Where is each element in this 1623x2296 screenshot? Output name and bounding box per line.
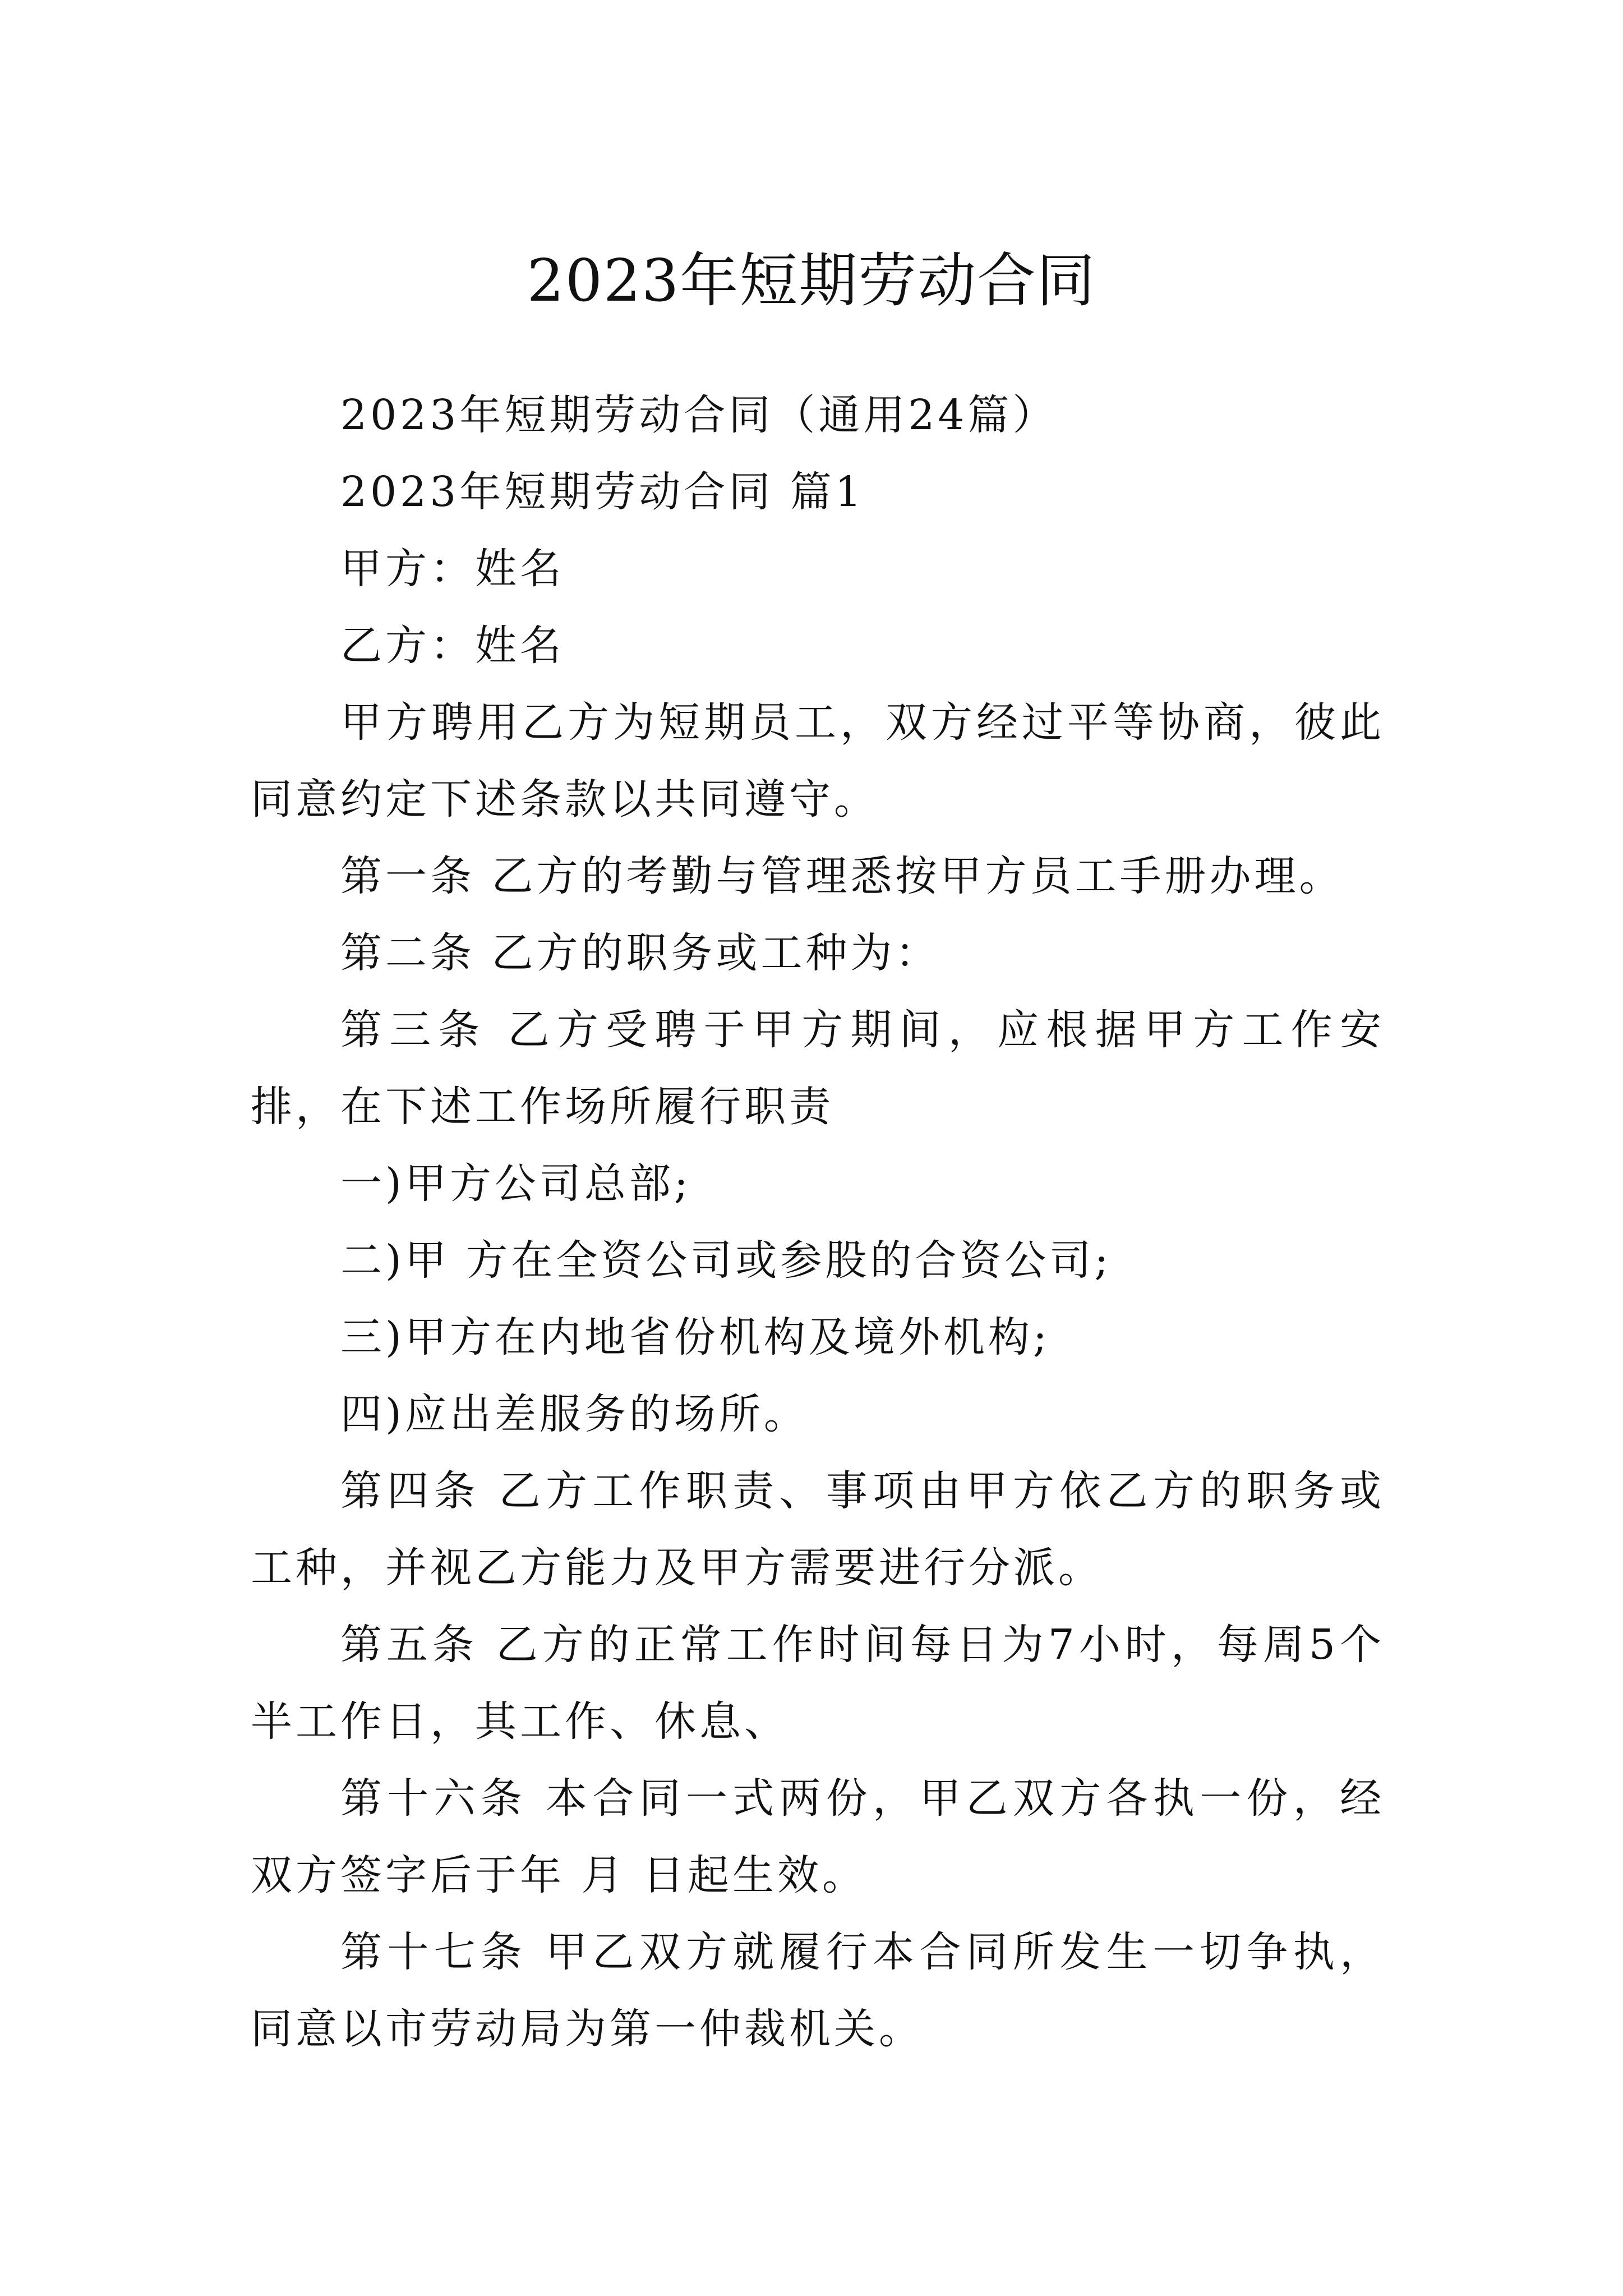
article-17: 第十七条 甲乙双方就履行本合同所发生一切争执，同意以市劳动局为第一仲裁机关。 — [251, 1928, 1385, 2053]
article-3-item-3: 三)甲方在内地省份机构及境外机构; — [340, 1313, 1050, 1361]
article-3-item-4: 四)应出差服务的场所。 — [340, 1390, 809, 1438]
article-3-item-2: 二)甲 方在全资公司或参股的合资公司; — [340, 1236, 1112, 1285]
section-heading: 2023年短期劳动合同 篇1 — [340, 468, 865, 516]
article-3: 第三条 乙方受聘于甲方期间，应根据甲方工作安排，在下述工作场所履行职责 — [251, 1006, 1385, 1131]
article-4: 第四条 乙方工作职责、事项由甲方依乙方的职务或工种，并视乙方能力及甲方需要进行分派。 — [251, 1467, 1385, 1592]
article-5: 第五条 乙方的正常工作时间每日为7小时，每周5个半工作日，其工作、休息、 — [251, 1621, 1385, 1746]
document-title: 2023年短期劳动合同 — [527, 246, 1096, 315]
party-a-line: 甲方：姓名 — [340, 545, 565, 593]
preamble-paragraph: 甲方聘用乙方为短期员工，双方经过平等协商，彼此同意约定下述条款以共同遵守。 — [251, 698, 1385, 823]
subtitle-paragraph: 2023年短期劳动合同（通用24篇） — [340, 391, 1058, 439]
article-16: 第十六条 本合同一式两份，甲乙双方各执一份，经双方签字后于年 月 日起生效。 — [251, 1774, 1385, 1899]
document-body — [251, 377, 1385, 2068]
party-b-line: 乙方：姓名 — [340, 622, 565, 670]
article-2: 第二条 乙方的职务或工种为： — [340, 929, 940, 977]
article-1: 第一条 乙方的考勤与管理悉按甲方员工手册办理。 — [340, 852, 1344, 900]
article-3-item-1: 一)甲方公司总部; — [340, 1159, 691, 1208]
